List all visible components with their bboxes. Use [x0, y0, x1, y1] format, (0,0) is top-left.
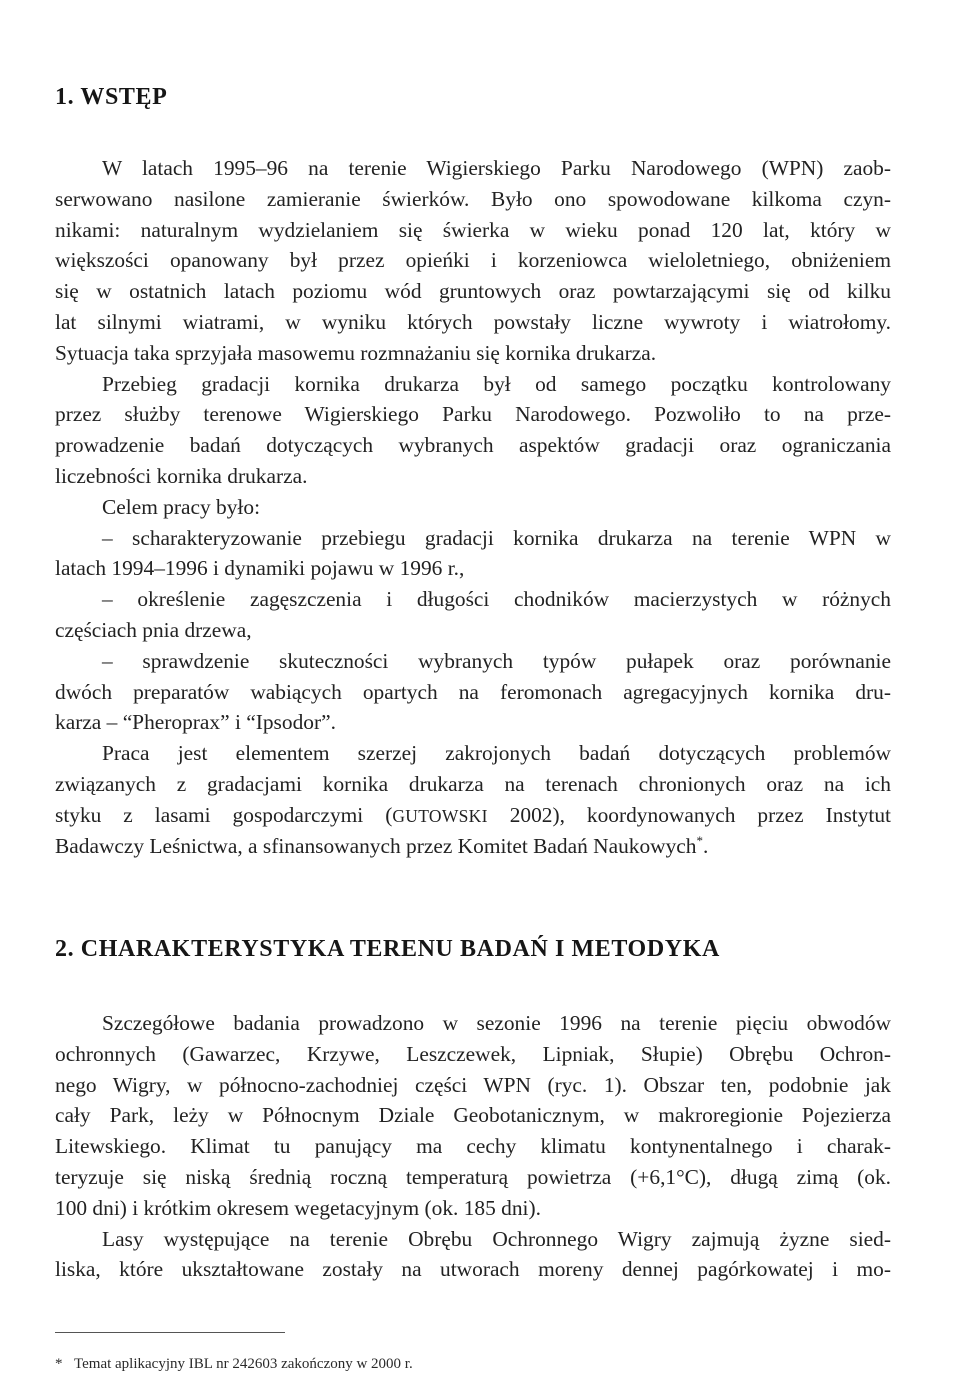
list-item-line: dwóch preparatów wabiących opartych na feromonach agregacyjnych kornika dru- — [55, 679, 891, 704]
section-2-body — [55, 1008, 891, 1285]
body-line: Przebieg gradacji kornika drukarza był od samego początku kontrolowany — [102, 371, 891, 396]
citation-suffix: 2002), koordynowanych przez Instytut — [487, 802, 891, 827]
body-line: przez służby terenowe Wigierskiego Parku Narodowego. Pozwoliło to na prze- — [55, 402, 891, 427]
body-line: Sytuacja taka sprzyjała masowemu rozmnażaniu się kornika drukarza. — [55, 340, 657, 365]
section-1-heading: 1. WSTĘP — [55, 84, 168, 110]
body-line-with-citation — [55, 800, 891, 831]
body-line: 100 dni) i krótkim okresem wegetacyjnym (ok. 185 dni). — [55, 1195, 541, 1220]
footnote — [55, 1355, 413, 1373]
body-line: serwowano nasilone zamieranie świerków. Było ono spowodowane kilkoma czyn- — [55, 186, 891, 211]
body-line: związanych z gradacjami kornika drukarza na terenach chronionych oraz na ich — [55, 771, 891, 796]
citation-prefix: styku z lasami gospodarczymi ( — [55, 802, 393, 827]
list-item-line: – scharakteryzowanie przebiegu gradacji kornika drukarza na terenie WPN w — [102, 525, 891, 550]
body-line: ochronnych (Gawarzec, Krzywe, Leszczewek, Lipniak, Słupie) Obrębu Ochron- — [55, 1041, 891, 1066]
footnote-separator — [55, 1332, 285, 1333]
body-line: nego Wigry, w północno-zachodniej części WPN (ryc. 1). Obszar ten, podobnie jak — [55, 1072, 891, 1097]
body-line: liska, które ukształtowane zostały na utworach moreny dennej pagórkowatej i mo- — [55, 1257, 891, 1282]
final-line-text: Badawczy Leśnictwa, a sfinansowanych przez Komitet Badań Naukowych — [55, 833, 697, 858]
citation-author: GUTOWSKI — [392, 805, 488, 826]
body-line: prowadzenie badań dotyczących wybranych aspektów gradacji oraz ograniczania — [55, 433, 891, 458]
list-item-line: latach 1994–1996 i dynamiki pojawu w 1996 r., — [55, 556, 465, 581]
section-2-heading: 2. CHARAKTERYSTYKA TERENU BADAŃ I METODYKA — [55, 936, 720, 962]
body-line: lat silnymi wiatrami, w wyniku których powstały liczne wywroty i wiatrołomy. — [55, 309, 891, 334]
footnote-reference: * — [696, 832, 703, 848]
body-line: teryzuje się niską średnią roczną temperaturą powietrza (+6,1°C), długą zimą (ok. — [55, 1164, 891, 1189]
body-line: Celem pracy było: — [102, 494, 261, 519]
list-item-line: częściach pnia drzewa, — [55, 617, 252, 642]
body-line: większości opanowany był przez opieńki i korzeniowca wieloletniego, obniżeniem — [55, 248, 891, 273]
body-line: Praca jest elementem szerzej zakrojonych badań dotyczących problemów — [102, 741, 891, 766]
footnote-marker: * — [55, 1356, 63, 1372]
section-1-body — [55, 153, 891, 861]
body-line: liczebności kornika drukarza. — [55, 463, 308, 488]
list-item-line: – sprawdzenie skuteczności wybranych typów pułapek oraz porównanie — [102, 648, 891, 673]
body-line-with-footnote-ref — [55, 831, 891, 862]
list-item-line: – określenie zagęszczenia i długości chodników macierzystych w różnych — [102, 587, 891, 612]
body-line: W latach 1995–96 na terenie Wigierskiego Parku Narodowego (WPN) zaob- — [102, 156, 891, 180]
body-line: cały Park, leży w Północnym Dziale Geobotanicznym, w makroregionie Pojezierza — [55, 1103, 891, 1128]
body-line: Litewskiego. Klimat tu panujący ma cechy klimatu kontynentalnego i charak- — [55, 1134, 891, 1159]
final-line-end: . — [703, 833, 709, 858]
body-line: się w ostatnich latach poziomu wód gruntowych oraz powtarzającymi się od kilku — [55, 279, 891, 304]
body-line: Szczegółowe badania prowadzono w sezonie 1996 na terenie pięciu obwodów — [102, 1011, 891, 1035]
list-item-line: karza – “Pheroprax” i “Ipsodor”. — [55, 710, 336, 735]
body-line: nikami: naturalnym wydzielaniem się świerka w wieku ponad 120 lat, który w — [55, 217, 891, 242]
body-line: Lasy występujące na terenie Obrębu Ochronnego Wigry zajmują żyzne sied- — [102, 1226, 891, 1251]
footnote-text: Temat aplikacyjny IBL nr 242603 zakończony w 2000 r. — [74, 1356, 413, 1372]
